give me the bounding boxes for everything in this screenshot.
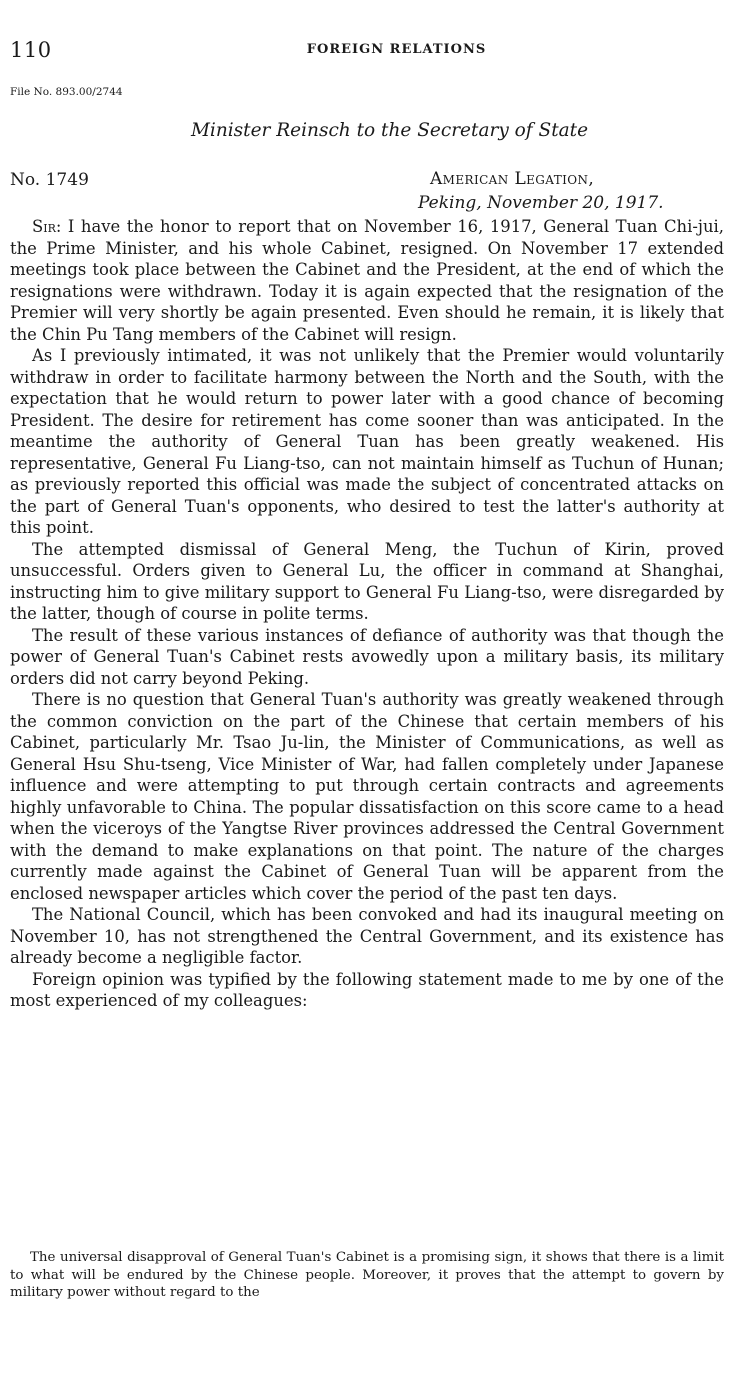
document-title: Minister Reinsch to the Secretary of State [190, 120, 589, 141]
legation-name: American Legation, [430, 169, 595, 189]
paragraph: There is no question that General Tuan's authority was greatly weakened through the common conviction on the part of the Chinese that certain members of his Cabinet, particularly Mr. Tsao Ju-lin, the Minister of Communications, as well as General Hsu Shu-tseng, Vice Minister of War, had fallen completely under Japanese influence and were attempting to put through certain contracts and agreements highly unfavorable to China. The popular dissatisfaction on this score came to a head when the viceroys of the Yangtse River provinces addressed the Central Government with the demand to make explanations on that point. The nature of the charges currently made against the Cabinet of General Tuan will be apparent from the enclosed newspaper articles which cover the period of the past ten days. [10, 690, 724, 903]
quotation-text: The universal disapproval of General Tuan's Cabinet is a promising sign, it shows that there is a limit to what will be endured by the Chinese people. Moreover, it proves that the attempt to govern by military power without regard to the [10, 1250, 724, 1300]
dispatch-number: No. 1749 [10, 170, 89, 190]
page-header [10, 38, 723, 64]
running-title: FOREIGN RELATIONS [306, 42, 487, 57]
paragraph-text: I have the honor to report that on November 16, 1917, General Tuan Chi-jui, the Prime Minister, and his whole Cabinet, resigned. On November 17 extended meetings took place between the Cabinet and the President, at the end of which the resignations were withdrawn. Today it is again expected that the resignation of the Premier will very shortly be again presented. Even should he remain, it is likely that the Chin Pu Tang members of the Cabinet will resign. [10, 217, 724, 344]
paragraph: Foreign opinion was typified by the following statement made to me by one of the most experienced of my colleagues: [10, 969, 724, 1010]
letter-body [10, 216, 724, 1012]
block-quotation [10, 1249, 724, 1302]
paragraph: The National Council, which has been convoked and had its inaugural meeting on November 10, has not strengthened the Central Government, and its existence has already become a negligible factor. [10, 905, 724, 967]
paragraph: As I previously intimated, it was not unlikely that the Premier would voluntarily withdraw in order to facilitate harmony between the North and the South, with the expectation that he would return to power later with a good chance of becoming President. The desire for retirement has come sooner than was anticipated. In the meantime the authority of General Tuan has been greatly weakened. His representative, General Fu Liang-tso, can not maintain himself as Tuchun of Hunan; as previously reported this official was made the subject of concentrated attacks on the part of General Tuan's opponents, who desired to test the latter's authority at this point. [10, 346, 724, 537]
dispatch-place-date: Peking, November 20, 1917. [418, 193, 664, 213]
paragraph: The attempted dismissal of General Meng, the Tuchun of Kirin, proved unsuccessful. Orders given to General Lu, the officer in command at Shanghai, instructing him to give military support to General Fu Liang-tso, were disregarded by the latter, though of course in polite terms. [10, 539, 724, 623]
salutation: Sir: [32, 217, 62, 236]
paragraph [10, 216, 724, 345]
file-number: File No. 893.00/2744 [10, 86, 123, 98]
paragraph: The result of these various instances of defiance of authority was that though the power of General Tuan's Cabinet rests avowedly upon a military basis, its military orders did not carry beyond Peking. [10, 625, 724, 688]
page-number: 110 [10, 38, 52, 62]
